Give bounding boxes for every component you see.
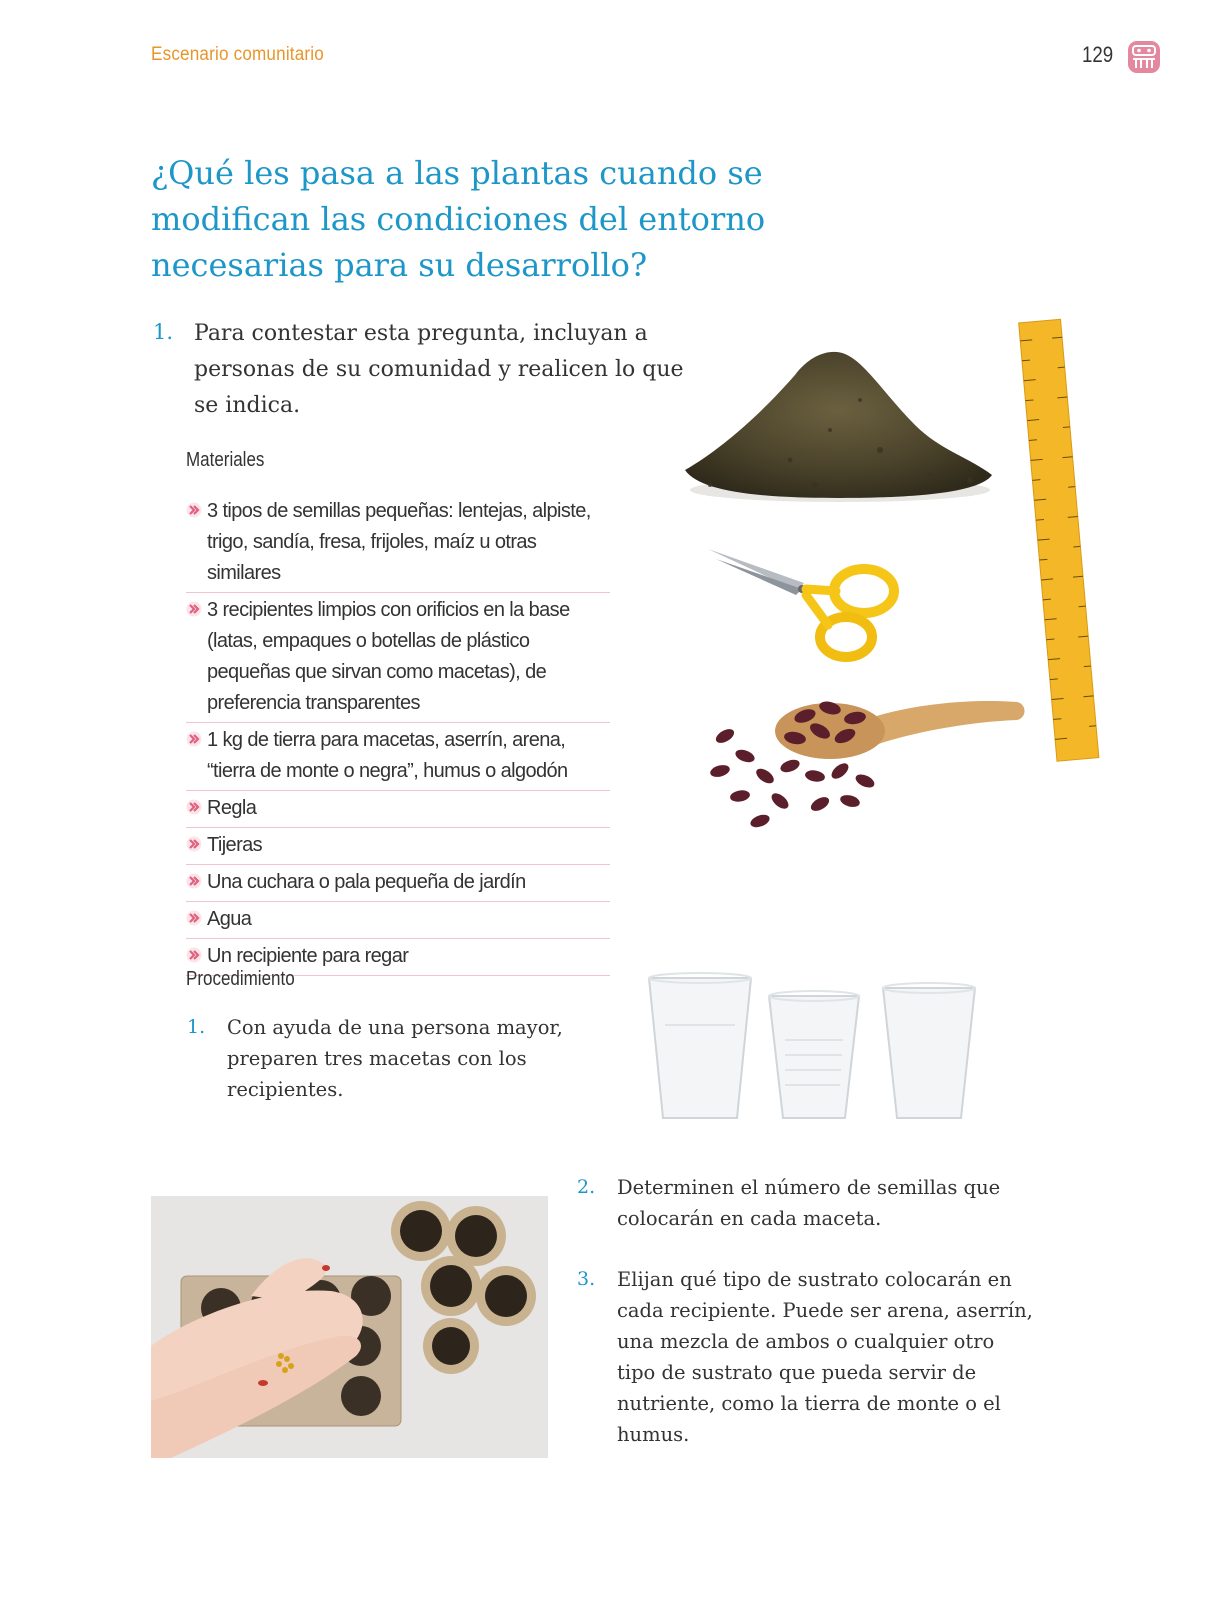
list-item: Una cuchara o pala pequeña de jardín — [186, 865, 610, 902]
double-chevron-icon — [186, 502, 202, 518]
double-chevron-icon — [186, 836, 202, 852]
list-item: Tijeras — [186, 828, 610, 865]
hands-seeds-illustration — [151, 1196, 548, 1458]
step-text: Con ayuda de una persona mayor, preparen tres macetas con los recipientes. — [227, 1016, 563, 1101]
materials-list — [186, 494, 610, 976]
step-number: 2. — [577, 1176, 596, 1198]
plastic-cups-image — [645, 970, 985, 1130]
beans-spoon-image — [705, 676, 1030, 836]
list-item: Agua — [186, 902, 610, 939]
step-text: Determinen el número de semillas que colocarán en cada maceta. — [617, 1176, 1001, 1230]
list-item: 3 recipientes limpios con orificios en la base (latas, empaques o botellas de plástico pequeñas que sirvan como macetas), de preferencia transparentes — [186, 593, 610, 723]
list-item: Un recipiente para regar — [186, 939, 610, 976]
list-item: Regla — [186, 791, 610, 828]
page-number: 129 — [1082, 42, 1114, 67]
double-chevron-icon — [186, 910, 202, 926]
double-chevron-icon — [186, 799, 202, 815]
page-title: ¿Qué les pasa a las plantas cuando se modifican las condiciones del entorno necesarias para su desarrollo? — [151, 154, 766, 284]
pink-glyph-icon — [1127, 40, 1161, 74]
scissors-image — [706, 545, 906, 665]
step-number: 1. — [187, 1016, 206, 1038]
question-text: Para contestar esta pregunta, incluyan a personas de su comunidad y realicen lo que se indica. — [194, 321, 684, 418]
section-title: Escenario comunitario — [151, 44, 324, 65]
list-item: 3 tipos de semillas pequeñas: lentejas, alpiste, trigo, sandía, fresa, frijoles, maíz u otras similares — [186, 494, 610, 593]
soil-pile-image — [680, 340, 1000, 510]
procedure-heading: Procedimiento — [186, 968, 295, 990]
double-chevron-icon — [186, 947, 202, 963]
double-chevron-icon — [186, 731, 202, 747]
double-chevron-icon — [186, 601, 202, 617]
materials-heading: Materiales — [186, 449, 265, 471]
step-text: Elijan qué tipo de sustrato colocarán en cada recipiente. Puede ser arena, aserrín, una mezcla de ambos o cualquier otro tipo de sustrato que pueda servir de nutriente, como la tierra de monte o el humus. — [617, 1268, 1033, 1446]
step-number: 3. — [577, 1268, 596, 1290]
hands-seeds-photo — [151, 1196, 548, 1458]
list-item: 1 kg de tierra para macetas, aserrín, arena, “tierra de monte o negra”, humus o algodón — [186, 723, 610, 791]
question-number: 1. — [153, 320, 174, 344]
double-chevron-icon — [186, 873, 202, 889]
